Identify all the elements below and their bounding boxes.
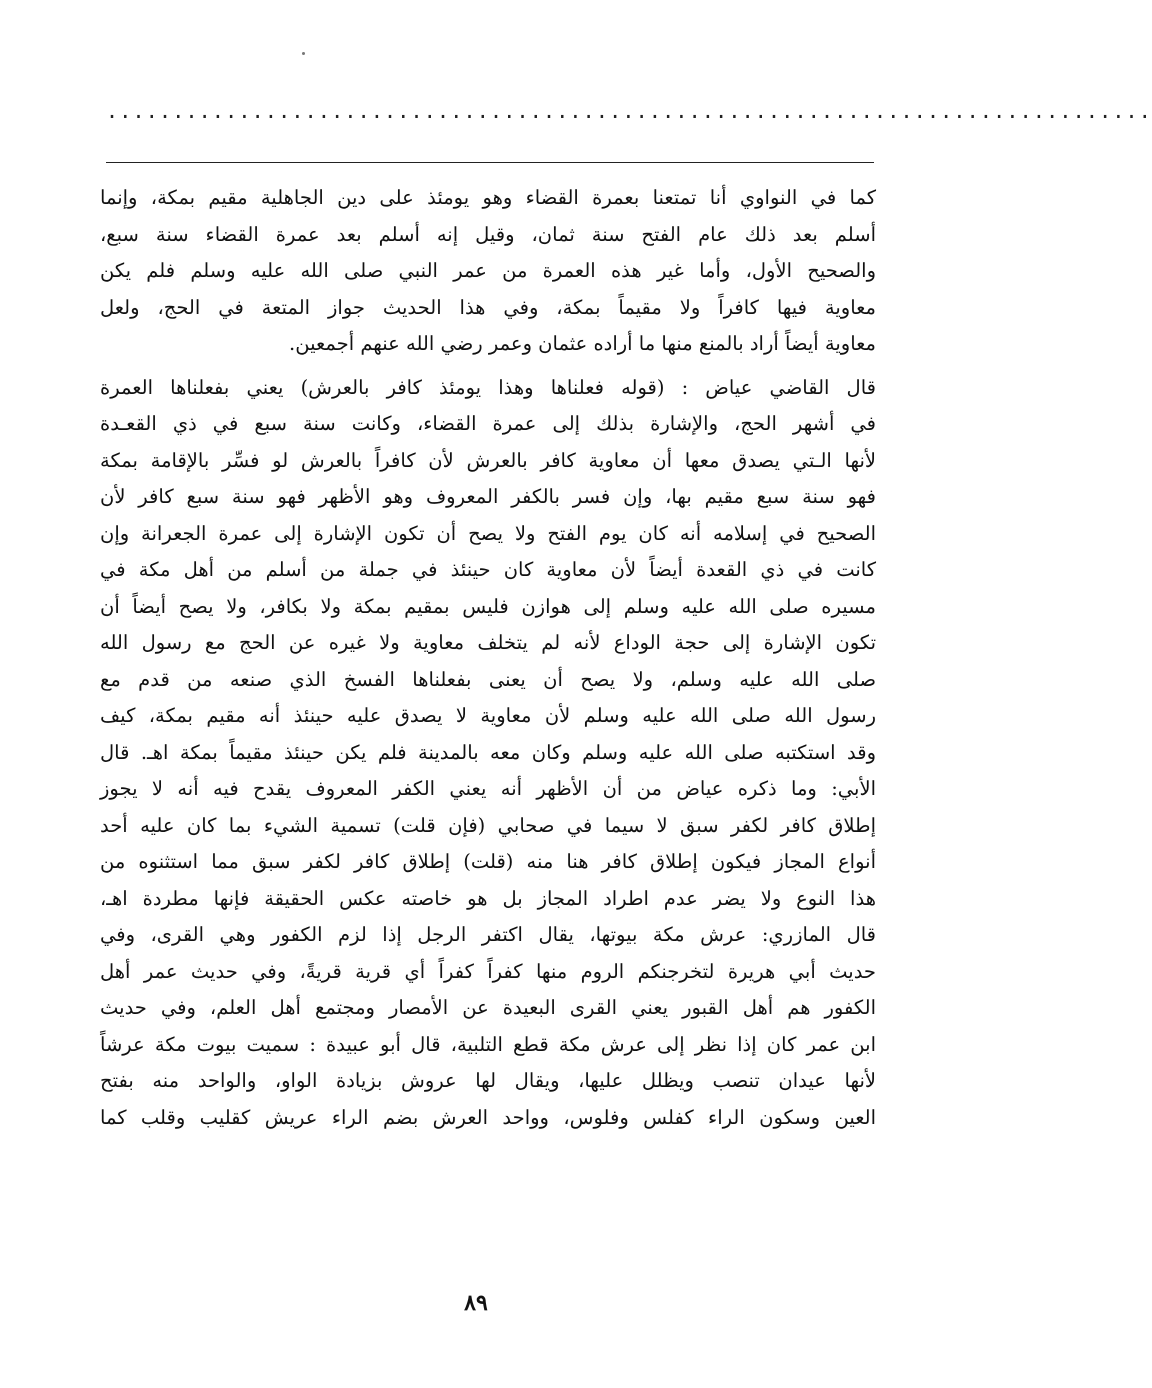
- text-line: كانت في ذي القعدة أيضاً لأن معاوية كان حينئذ في جملة من أسلم من أهل مكة في: [100, 558, 876, 581]
- text-line: الصحيح في إسلامه أنه كان يوم الفتح ولا يصح أن تكون الإشارة إلى عمرة الجعرانة وإن: [100, 521, 876, 545]
- text-line: العين وسكون الراء كفلس وفلوس، وواحد العرش بضم الراء عريش كقليب وقلب كما: [100, 1105, 876, 1129]
- text-line: لأنها الـتي يصدق معها أن معاوية كافر بالعرش لأن كافراً بالعرش لو فسِّر بالإقامة بمكة: [100, 448, 876, 472]
- text-line: الكفور هم أهل القبور يعني القرى البعيدة عن الأمصار ومجتمع أهل العلم، وفي حديث: [100, 996, 876, 1019]
- footnote-separator-line: [106, 162, 874, 163]
- text-line: إطلاق كافر لكفر سبق لا سيما في صحابي (فإن قلت) تسمية الشيء بما كان عليه أحد: [100, 813, 876, 837]
- text-line: والصحيح الأول، وأما غير هذه العمرة من عمر النبي صلى الله عليه وسلم فلم يكن: [100, 259, 876, 282]
- text-line: معاوية أيضاً أراد بالمنع منها ما أراده عثمان وعمر رضي الله عنهم أجمعين.: [289, 332, 876, 355]
- text-line: أنواع المجاز فيكون إطلاق كافر هنا منه (قلت) إطلاق كافر لكفر سبق مما استثنوه من: [100, 850, 876, 873]
- body-text: [100, 180, 876, 1136]
- paragraph-qadi-iyad: [100, 370, 876, 1137]
- text-line: كما في النواوي أنا تمتعنا بعمرة القضاء وهو يومئذ على دين الجاهلية مقيم بمكة، وإنما: [100, 186, 876, 209]
- page-number: ٨٩: [464, 1290, 488, 1316]
- text-line: مسيره صلى الله عليه وسلم إلى هوازن فليس بمقيم بمكة ولا بكافر، ولا يصح أيضاً أن: [100, 594, 876, 618]
- text-line: في أشهر الحج، والإشارة بذلك إلى عمرة القضاء، وكانت سنة سبع في ذي القعـدة: [100, 412, 876, 435]
- text-line: أسلم بعد ذلك عام الفتح سنة ثمان، وقيل إنه أسلم بعد عمرة القضاء سنة سبع،: [100, 222, 876, 246]
- dotted-rule: ...............................................................................: [106, 99, 1152, 123]
- text-line: الأبي: وما ذكره عياض من أن الأظهر أنه يعني الكفر المعروف يقدح فيه أنه لا يجوز: [100, 777, 876, 800]
- paragraph-nawawi: [100, 180, 876, 363]
- text-line: قال المازري: عرش مكة بيوتها، يقال اكتفر الرجل إذا لزم الكفور وهي القرى، وفي: [100, 923, 876, 946]
- text-line: رسول الله صلى الله عليه وسلم لأن معاوية لا يصدق عليه حينئذ أنه مقيم بمكة، كيف: [100, 704, 876, 727]
- text-line: تكون الإشارة إلى حجة الوداع لأنه لم يتخلف معاوية ولا غيره عن الحج مع رسول الله: [100, 631, 876, 654]
- text-line: لأنها عيدان تنصب ويظلل عليها، ويقال لها عروش بزيادة الواو، والواحد منه بفتح: [100, 1069, 876, 1092]
- text-line: فهو سنة سبع مقيم بها، وإن فسر بالكفر المعروف وهو الأظهر فهو سنة سبع كافر لأن: [100, 485, 876, 508]
- paragraph-gap: [100, 363, 876, 370]
- text-line: معاوية فيها كافراً ولا مقيماً بمكة، وفي هذا الحديث جواز المتعة في الحج، ولعل: [100, 295, 876, 319]
- text-line: صلى الله عليه وسلم، ولا يصح أن يعنى بفعلناها الفسخ الذي صنعه من قدم مع: [100, 667, 876, 691]
- scan-speck: [302, 52, 305, 55]
- text-line: ابن عمر كان إذا نظر إلى عرش مكة قطع التلبية، قال أبو عبيدة : سميت بيوت مكة عرشاً: [100, 1032, 876, 1056]
- text-line: هذا النوع ولا يضر عدم اطراد المجاز بل هو خاصته عكس الحقيقة فإنها مطردة اهـ،: [100, 886, 876, 910]
- text-line: حديث أبي هريرة لتخرجنكم الروم منها كفراً كفراً أي قرية قريةً، وفي حديث عمر أهل: [100, 959, 876, 983]
- text-line: وقد استكتبه صلى الله عليه وسلم وكان معه بالمدينة فلم يكن حينئذ مقيماً بمكة اهـ. قال: [100, 740, 876, 764]
- text-line: قال القاضي عياض : (قوله فعلناها وهذا يومئذ كافر بالعرش) يعني بفعلناها العمرة: [100, 375, 876, 399]
